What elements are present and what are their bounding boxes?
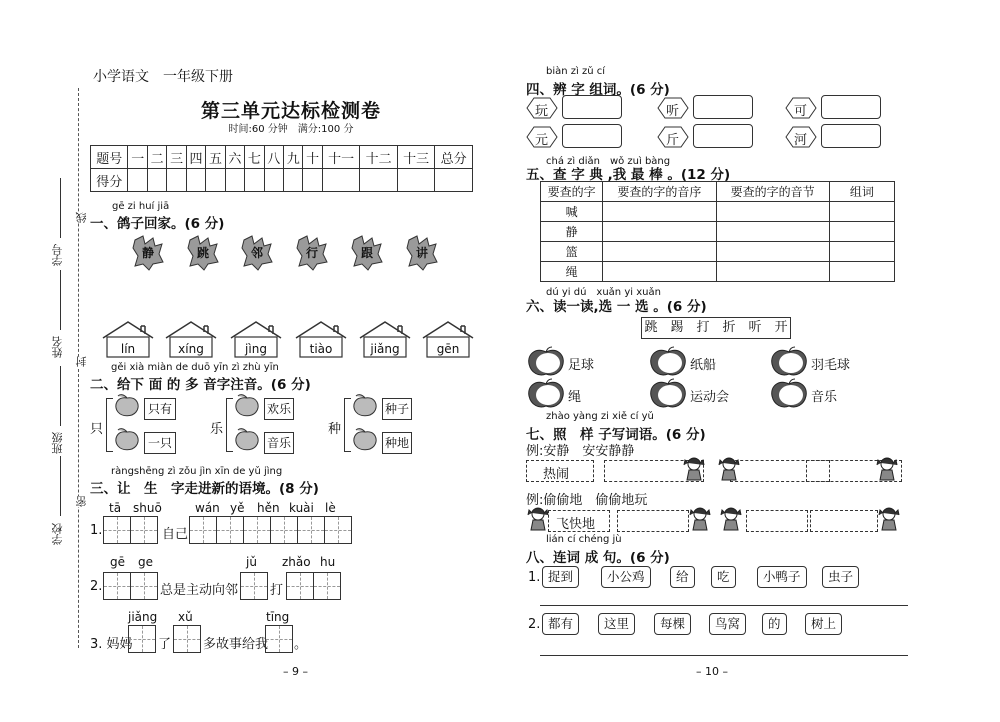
dict-header: 组词 (829, 182, 894, 202)
word-answer-box[interactable] (562, 124, 622, 148)
q7-example2: 例:偷偷地 偷偷地玩 (526, 493, 648, 508)
pigeon-char: 行 (305, 246, 318, 260)
answer-cell[interactable] (829, 222, 894, 242)
q3-line3-end: 。 (294, 637, 308, 652)
polyphone-word: 只有 (144, 398, 176, 420)
writing-grid[interactable] (286, 572, 314, 600)
polyphone-char: 种 (328, 422, 342, 437)
py: wán (195, 501, 220, 515)
writing-grid[interactable] (103, 572, 131, 600)
py: kuài (289, 501, 314, 515)
q3-title: 三、让 生 字走进新的语境。(8 分) (90, 481, 319, 497)
house-pinyin: lín (120, 342, 136, 356)
score-input-cell[interactable] (360, 169, 397, 192)
writing-grid[interactable] (265, 625, 293, 653)
house-pinyin: xíng (178, 342, 204, 356)
house-pinyin: gēn (436, 342, 460, 356)
answer-cell[interactable] (603, 202, 716, 222)
pigeon-card[interactable] (405, 234, 439, 272)
girl-figure-icon (689, 506, 711, 532)
exam-title: 第三单元达标检测卷 (200, 100, 381, 122)
writing-grid[interactable] (270, 516, 298, 544)
word-card[interactable]: 捉到 (542, 566, 579, 588)
q5-pinyin: chá zì diǎn wǒ zuì bàng (546, 156, 671, 167)
activity-label: 羽毛球 (811, 358, 851, 373)
polyphone-word: 欢乐 (264, 398, 294, 420)
py: lè (325, 501, 336, 515)
score-table (90, 145, 473, 192)
score-input-cell[interactable] (245, 169, 264, 192)
q6-title: 六、读一读,选 一 选 。(6 分) (526, 299, 707, 315)
pigeon-card[interactable] (295, 234, 329, 272)
answer-frame[interactable] (746, 510, 808, 532)
activity-label: 足球 (568, 358, 595, 373)
score-input-cell[interactable] (322, 169, 359, 192)
binding-mark-mi: 密 (75, 496, 88, 507)
word-card[interactable]: 小公鸡 (601, 566, 651, 588)
polyphone-char: 只 (90, 422, 104, 437)
answer-cell[interactable] (829, 262, 894, 282)
char-to-distinguish: 听 (666, 104, 680, 119)
class-label: 班级 (51, 432, 64, 454)
apple-icon[interactable] (648, 346, 688, 378)
score-header-cell: 十三 (397, 146, 434, 169)
word-answer-box[interactable] (693, 124, 753, 148)
example-word: 飞快地 (556, 517, 596, 532)
dict-header: 要查的字 (541, 182, 603, 202)
writing-grid[interactable] (216, 516, 244, 544)
score-input-cell[interactable] (283, 169, 302, 192)
q2-pinyin: gěi xià miàn de duō yīn zì zhù yīn (111, 362, 279, 373)
writing-grid[interactable] (297, 516, 325, 544)
answer-line[interactable] (540, 655, 908, 656)
score-header-cell: 九 (283, 146, 302, 169)
py: yě (230, 501, 245, 515)
word-card[interactable]: 每棵 (654, 613, 691, 635)
word-card[interactable]: 鸟窝 (709, 613, 746, 635)
apple-icon[interactable] (769, 346, 809, 378)
house-card[interactable] (358, 320, 412, 360)
dict-char: 篮 (541, 242, 603, 262)
house-pinyin: tiào (309, 342, 333, 356)
q5-title: 五、查 字 典 ,我 最 棒 。(12 分) (526, 167, 731, 183)
q3-line3-text2: 多故事给我 (203, 637, 269, 652)
word-card[interactable]: 这里 (598, 613, 635, 635)
py: xǔ (178, 610, 193, 624)
house-card[interactable] (229, 320, 283, 360)
house-card[interactable] (101, 320, 155, 360)
q1-pinyin: gē zi huí jiā (112, 201, 170, 212)
score-input-cell[interactable] (397, 169, 434, 192)
house-card[interactable] (164, 320, 218, 360)
score-input-cell[interactable] (225, 169, 244, 192)
q7-example1: 例:安静 安安静静 (526, 444, 635, 459)
activity-label: 音乐 (811, 390, 838, 405)
student-id-label: 学号 (51, 244, 64, 266)
peach-icon (232, 394, 262, 418)
q6-pinyin: dú yi dú xuǎn yi xuǎn (546, 287, 661, 298)
pigeon-card[interactable] (186, 234, 220, 272)
word-answer-box[interactable] (821, 124, 881, 148)
peach-icon (112, 428, 142, 452)
score-header-cell: 二 (147, 146, 166, 169)
polyphone-word: 音乐 (264, 432, 294, 454)
writing-grid[interactable] (324, 516, 352, 544)
q8-title: 八、连词 成 句。(6 分) (526, 550, 670, 566)
char-to-distinguish: 玩 (535, 104, 549, 119)
answer-cell[interactable] (829, 242, 894, 262)
peach-icon (112, 394, 142, 418)
dict-header: 要查的字的音节 (716, 182, 829, 202)
q8-s1-number: 1. (528, 570, 541, 585)
score-header-cell: 六 (225, 146, 244, 169)
dictionary-table (540, 181, 895, 282)
polyphone-word: 种地 (382, 432, 412, 454)
score-input-cell[interactable] (147, 169, 166, 192)
q3-line3-text1: 了 (158, 637, 172, 652)
py: jiǎng (128, 610, 158, 624)
child-figure-icon (876, 456, 898, 482)
pigeon-char: 跟 (360, 246, 373, 260)
answer-cell[interactable] (716, 222, 829, 242)
word-answer-box[interactable] (693, 95, 753, 119)
py: gē (110, 555, 125, 569)
house-card[interactable] (294, 320, 348, 360)
house-pinyin: jiǎng (370, 342, 400, 356)
polyphone-char: 乐 (210, 422, 224, 437)
q2-title: 二、给下 面 的 多 音字注音。(6 分) (90, 377, 311, 393)
writing-grid[interactable] (130, 572, 158, 600)
q4-pinyin: biàn zì zǔ cí (546, 66, 606, 77)
pigeon-char: 讲 (415, 246, 428, 260)
polyphone-word: 种子 (382, 398, 412, 420)
apple-icon[interactable] (526, 346, 566, 378)
house-pinyin: jìng (245, 342, 267, 356)
pigeon-char: 跳 (196, 246, 209, 260)
activity-label: 绳 (568, 390, 582, 405)
pigeon-char: 邻 (250, 246, 263, 260)
girl-figure-icon (878, 506, 900, 532)
book-header: 小学语文 一年级下册 (93, 69, 233, 85)
student-id-line[interactable] (60, 178, 61, 238)
score-input-cell[interactable] (206, 169, 225, 192)
q3-line2-text1: 总是主动向邻 (160, 583, 239, 598)
answer-cell[interactable] (603, 222, 716, 242)
pigeon-char: 静 (141, 246, 154, 260)
py: shuō (133, 501, 162, 515)
char-to-distinguish: 可 (794, 104, 808, 119)
house-card[interactable] (421, 320, 475, 360)
writing-grid[interactable] (130, 516, 158, 544)
apple-icon[interactable] (526, 378, 566, 410)
child-figure-icon (683, 456, 705, 482)
writing-grid[interactable] (240, 572, 268, 600)
dict-char: 喊 (541, 202, 603, 222)
score-header-cell: 七 (245, 146, 264, 169)
dict-char: 静 (541, 222, 603, 242)
score-input-cell[interactable] (264, 169, 283, 192)
writing-grid[interactable] (189, 516, 217, 544)
score-row-label: 得分 (91, 169, 128, 192)
py: ge (138, 555, 153, 569)
answer-frame[interactable] (617, 510, 689, 532)
binding-mark-xian: 线 (75, 212, 88, 223)
binding-line (78, 88, 79, 648)
answer-cell[interactable] (829, 202, 894, 222)
exam-subtitle: 时间:60 分钟 满分:100 分 (228, 124, 354, 135)
peach-icon (350, 428, 380, 452)
right-page (500, 0, 1000, 722)
q3-line2-number: 2. (90, 579, 103, 594)
score-header-cell: 一 (128, 146, 147, 169)
activity-label: 运动会 (690, 390, 730, 405)
score-header-cell: 总分 (435, 146, 473, 169)
word-answer-box[interactable] (562, 95, 622, 119)
dict-header: 要查的字的音序 (603, 182, 716, 202)
writing-grid[interactable] (173, 625, 201, 653)
q3-line2-text2: 打 (270, 583, 284, 598)
apple-icon[interactable] (769, 378, 809, 410)
polyphone-word: 一只 (144, 432, 176, 454)
writing-grid[interactable] (103, 516, 131, 544)
py: tīng (266, 610, 290, 624)
score-input-cell[interactable] (435, 169, 473, 192)
writing-grid[interactable] (128, 625, 156, 653)
q8-s2-number: 2. (528, 617, 541, 632)
page-number-left: – 9 – (283, 665, 308, 678)
dict-char: 绳 (541, 262, 603, 282)
word-card[interactable]: 吃 (711, 566, 736, 588)
py: hěn (257, 501, 280, 515)
pigeon-card[interactable] (131, 234, 165, 272)
score-input-cell[interactable] (167, 169, 186, 192)
class-line[interactable] (60, 366, 61, 426)
page-number-right: – 10 – (696, 665, 728, 678)
char-to-distinguish: 河 (794, 133, 808, 148)
word-answer-box[interactable] (821, 95, 881, 119)
word-card[interactable]: 给 (670, 566, 695, 588)
score-header-cell: 十二 (360, 146, 397, 169)
score-header-cell: 十 (303, 146, 322, 169)
peach-icon (350, 394, 380, 418)
score-input-cell[interactable] (128, 169, 147, 192)
writing-grid[interactable] (313, 572, 341, 600)
girl-figure-icon (720, 506, 742, 532)
word-card[interactable]: 树上 (805, 613, 842, 635)
char-to-distinguish: 斤 (666, 133, 680, 148)
score-header-cell: 三 (167, 146, 186, 169)
score-header-cell: 四 (186, 146, 205, 169)
py: zhǎo (282, 555, 311, 569)
q7-title: 七、照 样 子写词语。(6 分) (526, 427, 706, 443)
py: hu (320, 555, 336, 569)
q1-title: 一、鸽子回家。(6 分) (90, 216, 225, 232)
student-name-label: 姓名 (51, 336, 64, 358)
word-card[interactable]: 虫子 (822, 566, 859, 588)
girl-figure-icon (527, 506, 549, 532)
q3-line1-text: 自己 (162, 527, 189, 542)
answer-cell[interactable] (603, 242, 716, 262)
school-line[interactable] (60, 456, 61, 516)
q3-line3-start: 3. 妈妈 (90, 637, 133, 652)
writing-grid[interactable] (243, 516, 271, 544)
answer-frame[interactable] (810, 510, 878, 532)
pigeon-card[interactable] (240, 234, 274, 272)
q8-pinyin: lián cí chéng jù (546, 534, 622, 545)
py: jǔ (246, 555, 257, 569)
student-name-line[interactable] (60, 270, 61, 330)
answer-cell[interactable] (716, 262, 829, 282)
score-header-label: 题号 (91, 146, 128, 169)
child-figure-icon (718, 456, 740, 482)
pigeon-card[interactable] (350, 234, 384, 272)
apple-icon[interactable] (648, 378, 688, 410)
peach-icon (232, 428, 262, 452)
binding-mark-feng: 封 (75, 356, 88, 367)
score-header-cell: 十一 (322, 146, 359, 169)
q3-line1-number: 1. (90, 523, 103, 538)
school-label: 学校 (51, 523, 64, 545)
answer-cell[interactable] (716, 202, 829, 222)
word-card[interactable]: 的 (762, 613, 787, 635)
char-to-distinguish: 元 (535, 133, 549, 148)
answer-line[interactable] (540, 605, 908, 606)
py: tā (109, 501, 122, 515)
q4-title: 四、辨 字 组词。(6 分) (526, 82, 670, 98)
score-input-cell[interactable] (303, 169, 322, 192)
word-card[interactable]: 小鸭子 (757, 566, 807, 588)
q7-pinyin: zhào yàng zi xiě cí yǔ (546, 411, 654, 422)
activity-label: 纸船 (690, 358, 717, 373)
answer-cell[interactable] (603, 262, 716, 282)
score-input-cell[interactable] (186, 169, 205, 192)
word-card[interactable]: 都有 (542, 613, 579, 635)
q3-pinyin: ràngshēng zì zǒu jìn xīn de yǔ jìng (111, 466, 283, 477)
score-header-cell: 八 (264, 146, 283, 169)
score-header-cell: 五 (206, 146, 225, 169)
verb-choices-box: 跳 踢 打 折 听 开 (641, 317, 791, 339)
answer-cell[interactable] (716, 242, 829, 262)
example-word: 热闹 (543, 467, 570, 482)
